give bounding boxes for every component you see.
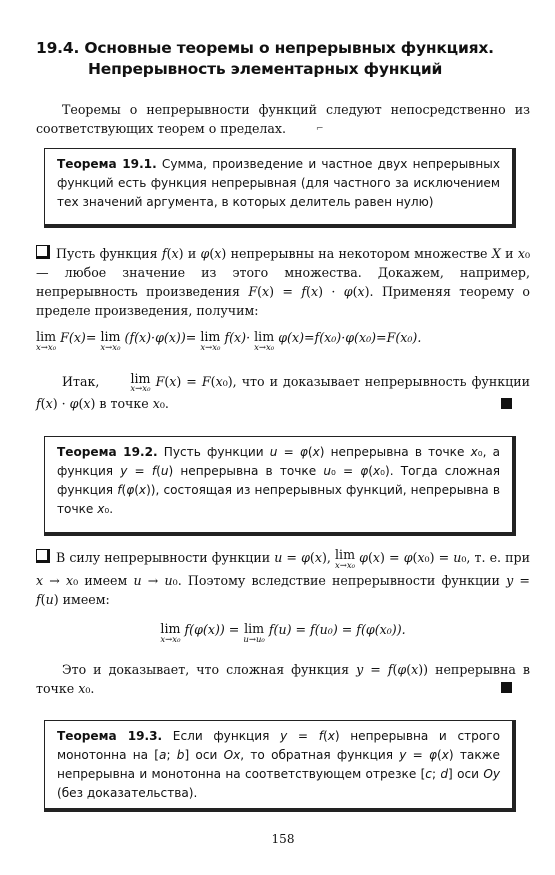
qed-2-icon: [501, 682, 512, 693]
section-title-line1: Основные теоремы о непрерывных функциях.: [84, 39, 494, 57]
theorem-19-2-name: Теорема 19.2.: [57, 445, 158, 459]
theorem-19-3-text: Если функция y = f(x) непрерывна и строго монотонна на [a; b] оси Ox, то обратная функция y = φ(x) также непрерывна и монотонна на соответствующем отрезке [c; d] оси Oy (без доказательства).: [57, 729, 500, 800]
proof-1-paragraph: Пусть функция f(x) и φ(x) непрерывны на некотором множестве X и x₀ — любое значение из этого множества. Докажем, например, непрерывность произведения F(x) = f(x) · φ(x). Применяя теорему о пределе произведения, получим:: [36, 246, 530, 318]
stray-mark: ⌐: [316, 124, 324, 134]
theorem-19-1-box: [44, 148, 516, 228]
theorem-19-1-text: Сумма, произведение и частное двух непрерывных функций есть функция непрерывная (для частного за исключением тех значений аргумента, в которых делитель равен нулю): [57, 157, 500, 209]
page-number: 158: [271, 832, 295, 846]
qed-1-icon: [501, 398, 512, 409]
theorem-19-2-text: Пусть функции u = φ(x) непрерывна в точке x₀, а функция y = f(u) непрерывна в точке u₀ = φ(x₀). Тогда сложная функция f(φ(x)), состоящая из непрерывных функций, непрерывна в точке x₀.: [57, 445, 501, 516]
section-title: [36, 38, 530, 80]
proof-start-icon: [36, 245, 50, 259]
proof-start-icon: [36, 549, 50, 563]
theorem-19-3-box: [44, 720, 516, 812]
proof-1-conclusion: Итак, lim x→x₀ F(x) = F(x₀), что и доказывает непрерывность функции f(x) · φ(x) в точке x₀.: [36, 371, 530, 411]
intro-paragraph: Теоремы о непрерывности функций следуют непосредственно из соответствующих теорем о пределах.: [36, 102, 530, 136]
theorem-19-2-box: [44, 436, 516, 536]
proof-2-paragraph: В силу непрерывности функции u = φ(x), lim x→x₀ φ(x) = φ(x₀) = u₀, т. е. при x → x₀ имеем u → u₀. Поэтому вследствие непрерывности функции y = f(u) имеем:: [36, 547, 530, 607]
proof-2-conclusion: Это и доказывает, что сложная функция y = f(φ(x)) непрерывна в точке x₀.: [36, 662, 531, 696]
theorem-19-3-name: Теорема 19.3.: [57, 729, 163, 743]
theorem-19-1-name: Теорема 19.1.: [57, 157, 157, 171]
proof-1-formula: lim x→x₀ F(x)= lim x→x₀ (f(x)·φ(x))= lim x→x₀ f(x)· lim x→x₀ φ(x)=f(x₀)·φ(x₀)=F(x₀).: [36, 329, 422, 353]
proof-2-formula: lim x→x₀ f(φ(x)) = lim u→u₀ f(u) = f(u₀) = f(φ(x₀)).: [160, 621, 406, 645]
section-title-line2: Непрерывность элементарных функций: [88, 60, 443, 78]
section-number: 19.4.: [36, 39, 80, 57]
